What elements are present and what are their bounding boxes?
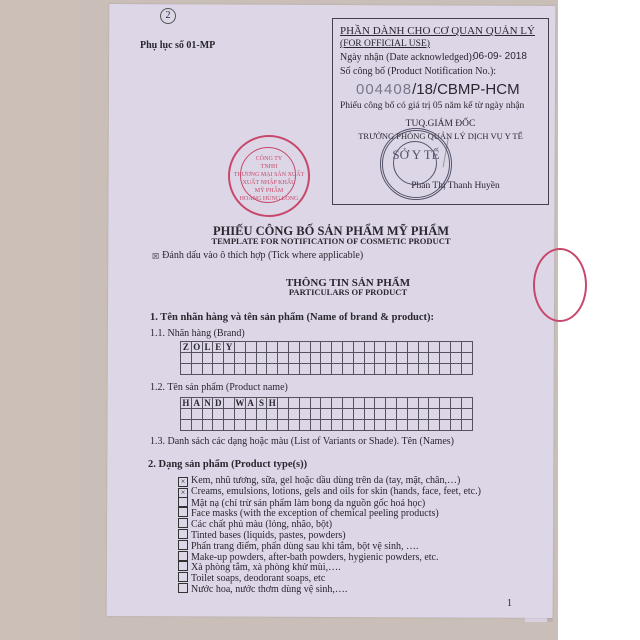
grid-cell[interactable] [450, 342, 461, 353]
product-type-label: Face masks (with the exception of chemical peeling products) [191, 508, 439, 520]
grid-cell[interactable] [386, 353, 397, 364]
grid-cell[interactable]: Y [224, 342, 235, 353]
grid-cell[interactable] [288, 353, 299, 364]
grid-cell[interactable] [450, 353, 461, 364]
unchecked-box-icon[interactable] [178, 540, 188, 550]
grid-cell[interactable] [288, 409, 299, 420]
grid-cell[interactable] [386, 364, 397, 375]
grid-cell[interactable] [353, 353, 364, 364]
grid-cell[interactable] [418, 420, 429, 431]
product-type-label: Các chất phủ màu (lỏng, nhão, bột) [191, 519, 333, 531]
health-dept-seal [380, 128, 452, 200]
grid-cell[interactable] [245, 342, 256, 353]
grid-cell[interactable] [332, 398, 343, 409]
grid-cell[interactable] [342, 398, 353, 409]
date-value: 06-09- 2018 [473, 51, 527, 62]
product-type-label: Kem, nhũ tương, sữa, gel hoặc dầu dùng trên da (tay, mặt, chân,…) [191, 475, 461, 486]
grid-cell[interactable] [278, 364, 289, 375]
seal-line: MỸ PHẨM [254, 188, 284, 194]
notification-number-stamped: 004408 [356, 81, 413, 98]
grid-cell[interactable] [310, 420, 321, 431]
grid-cell[interactable] [256, 342, 267, 353]
grid-cell[interactable] [234, 342, 245, 353]
company-seal [228, 135, 310, 217]
grid-cell[interactable] [224, 420, 235, 431]
grid-cell[interactable] [440, 353, 451, 364]
grid-cell[interactable] [386, 342, 397, 353]
unchecked-box-icon[interactable] [178, 507, 188, 517]
grid-cell[interactable] [461, 342, 472, 353]
grid-cell[interactable] [407, 364, 418, 375]
grid-cell[interactable] [321, 364, 332, 375]
grid-cell[interactable] [299, 409, 310, 420]
product-type-option[interactable] [178, 583, 347, 595]
seal-text: SỞ Y TẾ [392, 147, 440, 162]
grid-cell[interactable] [364, 398, 375, 409]
grid-cell[interactable] [267, 409, 278, 420]
official-title: PHẦN DÀNH CHO CƠ QUAN QUẢN LÝ [340, 25, 535, 37]
grid-cell[interactable] [429, 420, 440, 431]
grid-cell[interactable] [407, 398, 418, 409]
grid-cell[interactable] [440, 420, 451, 431]
signature [443, 138, 479, 173]
seal-line: CÔNG TY [255, 156, 283, 162]
grid-cell[interactable] [396, 398, 407, 409]
grid-cell[interactable] [342, 364, 353, 375]
unchecked-box-icon[interactable] [178, 551, 188, 561]
product-type-label: Xà phòng tắm, xà phòng khử mùi,…. [191, 562, 341, 574]
seal-line: THƯƠNG MẠI SẢN XUẤT [233, 172, 305, 178]
seal-line: XUẤT NHẬP KHẨU [242, 180, 296, 186]
grid-cell[interactable] [278, 420, 289, 431]
grid-cell[interactable] [321, 409, 332, 420]
grid-cell[interactable] [375, 342, 386, 353]
grid-cell[interactable] [450, 398, 461, 409]
grid-cell[interactable] [213, 353, 224, 364]
grid-cell[interactable] [332, 342, 343, 353]
form-title-en: TEMPLATE FOR NOTIFICATION OF COSMETIC PRODUCT [211, 236, 451, 246]
brand-grid[interactable] [180, 341, 473, 375]
grid-cell[interactable] [342, 342, 353, 353]
grid-cell[interactable] [310, 353, 321, 364]
grid-cell[interactable]: E [213, 342, 224, 353]
unchecked-box-icon[interactable] [178, 561, 188, 571]
unchecked-box-icon[interactable] [178, 518, 188, 528]
tick-note-text: Đánh dấu vào ô thích hợp (Tick where applicable) [162, 250, 364, 261]
grid-cell[interactable] [288, 364, 299, 375]
grid-cell[interactable] [418, 409, 429, 420]
grid-cell[interactable] [407, 409, 418, 420]
question-1-3: 1.3. Danh sách các dạng hoặc màu (List of Variants or Shade). Tên (Names) [150, 436, 454, 447]
validity-note: Phiếu công bố có giá trị 05 năm kể từ ngày nhận [340, 101, 525, 111]
grid-cell[interactable]: H [268, 398, 276, 408]
grid-cell[interactable] [353, 420, 364, 431]
grid-cell[interactable] [245, 353, 256, 364]
question-1-2: 1.2. Tên sản phẩm (Product name) [150, 382, 288, 393]
grid-cell[interactable] [267, 364, 278, 375]
grid-cell[interactable] [375, 364, 386, 375]
grid-cell[interactable] [256, 353, 267, 364]
grid-cell[interactable] [429, 353, 440, 364]
grid-cell[interactable] [299, 353, 310, 364]
product-type-label: Creams, emulsions, lotions, gels and oils for skin (hands, face, feet, etc.) [191, 485, 481, 497]
grid-cell[interactable] [267, 420, 278, 431]
signatory-dept: TRƯỞNG PHÒNG QUẢN LÝ DỊCH VỤ Y TẾ [358, 131, 523, 141]
grid-cell[interactable] [375, 420, 386, 431]
grid-cell[interactable] [396, 420, 407, 431]
grid-cell[interactable] [191, 409, 202, 420]
grid-cell[interactable] [332, 353, 343, 364]
grid-cell[interactable] [440, 409, 451, 420]
checked-box-icon[interactable]: × [178, 477, 188, 487]
grid-cell[interactable] [364, 409, 375, 420]
seal-line: HOÀNG HÙNG LONG [239, 196, 299, 202]
product-type-label: Make-up powders, after-bath powders, hygienic powders, etc. [191, 551, 439, 563]
unchecked-box-icon[interactable] [178, 529, 188, 539]
grid-cell[interactable] [321, 353, 332, 364]
grid-cell[interactable] [332, 364, 343, 375]
grid-cell[interactable]: H [182, 398, 190, 408]
grid-cell[interactable] [224, 398, 235, 409]
grid-cell[interactable] [429, 398, 440, 409]
grid-cell[interactable] [202, 420, 213, 431]
grid-cell[interactable] [288, 342, 299, 353]
grid-cell[interactable] [450, 420, 461, 431]
grid-cell[interactable] [278, 353, 289, 364]
grid-cell[interactable] [386, 420, 397, 431]
checked-box-icon: ☒ [152, 252, 160, 261]
grid-cell[interactable] [364, 364, 375, 375]
grid-cell[interactable] [299, 364, 310, 375]
grid-cell[interactable] [234, 364, 245, 375]
grid-cell[interactable] [310, 364, 321, 375]
grid-cell[interactable] [396, 409, 407, 420]
grid-cell[interactable] [353, 409, 364, 420]
grid-cell[interactable] [353, 342, 364, 353]
grid-cell[interactable] [418, 342, 429, 353]
grid-cell[interactable] [181, 420, 192, 431]
grid-cell[interactable] [191, 353, 202, 364]
grid-cell[interactable] [375, 398, 386, 409]
grid-cell[interactable] [440, 364, 451, 375]
grid-cell[interactable] [181, 364, 192, 375]
grid-cell[interactable] [396, 364, 407, 375]
grid-cell[interactable] [234, 353, 245, 364]
grid-cell[interactable] [256, 409, 267, 420]
notification-label: Số công bố (Product Notification No.): [340, 66, 497, 77]
grid-cell[interactable] [213, 420, 224, 431]
grid-cell[interactable] [353, 398, 364, 409]
grid-cell[interactable] [181, 409, 192, 420]
grid-cell[interactable] [213, 409, 224, 420]
grid-cell[interactable] [450, 364, 461, 375]
grid-cell[interactable] [245, 409, 256, 420]
grid-cell[interactable] [407, 353, 418, 364]
grid-cell[interactable] [321, 420, 332, 431]
section-title: THÔNG TIN SẢN PHẨM [285, 277, 411, 289]
grid-cell[interactable] [267, 342, 278, 353]
section-title-en: PARTICULARS OF PRODUCT [288, 287, 408, 297]
unchecked-box-icon[interactable] [178, 497, 188, 507]
grid-cell[interactable] [407, 342, 418, 353]
notification-number [356, 81, 520, 98]
grid-cell[interactable] [353, 364, 364, 375]
signatory-name: Phan Thị Thanh Huyền [411, 181, 500, 191]
grid-cell[interactable] [364, 420, 375, 431]
date-label: Ngày nhận (Date acknowledged): [340, 52, 475, 63]
grid-cell[interactable] [245, 420, 256, 431]
grid-cell[interactable] [450, 409, 461, 420]
form-title: PHIẾU CÔNG BỐ SẢN PHẨM MỸ PHẨM [212, 224, 450, 238]
grid-cell[interactable]: L [202, 342, 213, 353]
grid-cell[interactable] [375, 353, 386, 364]
grid-cell[interactable]: Z [181, 342, 192, 353]
grid-cell[interactable] [429, 342, 440, 353]
grid-cell[interactable] [224, 353, 235, 364]
grid-cell[interactable] [299, 342, 310, 353]
grid-cell[interactable] [461, 420, 472, 431]
grid-cell[interactable] [202, 364, 213, 375]
product-type-label: Tinted bases (liquids, pastes, powders) [191, 530, 346, 541]
grid-cell[interactable] [461, 364, 472, 375]
product-type-label: Nước hoa, nước thơm dùng vệ sinh,…. [191, 584, 348, 595]
grid-cell[interactable] [440, 342, 451, 353]
grid-cell[interactable] [461, 353, 472, 364]
grid-cell[interactable] [342, 353, 353, 364]
grid-cell[interactable] [418, 364, 429, 375]
grid-cell[interactable] [310, 409, 321, 420]
grid-cell[interactable] [213, 364, 224, 375]
grid-cell[interactable]: W [235, 398, 245, 408]
grid-cell[interactable] [310, 342, 321, 353]
grid-cell[interactable] [396, 353, 407, 364]
signatory-title: TUQ.GIÁM ĐỐC [405, 119, 476, 129]
grid-cell[interactable]: N [202, 398, 213, 409]
grid-cell[interactable] [364, 353, 375, 364]
grid-cell[interactable] [288, 398, 299, 409]
grid-cell[interactable]: A [245, 398, 256, 409]
notification-number-suffix: /18/CBMP-HCM [412, 81, 520, 98]
product-type-label: Mặt nạ (chỉ trừ sản phẩm làm bong da nguồn gốc hoá học) [191, 497, 426, 509]
official-subtitle: (FOR OFFICIAL USE) [340, 39, 430, 49]
grid-cell[interactable]: A [191, 398, 202, 409]
grid-cell[interactable] [234, 409, 245, 420]
grid-cell[interactable] [224, 409, 235, 420]
grid-cell[interactable] [245, 364, 256, 375]
grid-cell[interactable] [332, 420, 343, 431]
grid-cell[interactable] [429, 364, 440, 375]
grid-cell[interactable]: O [193, 342, 201, 352]
grid-cell[interactable] [191, 364, 202, 375]
question-1: 1. Tên nhãn hàng và tên sản phẩm (Name of brand & product): [150, 312, 435, 323]
grid-cell[interactable] [224, 364, 235, 375]
background-right [558, 0, 640, 640]
question-1-1: 1.1. Nhãn hàng (Brand) [150, 328, 245, 339]
grid-cell[interactable] [256, 420, 267, 431]
grid-cell[interactable] [202, 409, 213, 420]
annex-label: Phụ lục số 01-MP [140, 40, 216, 51]
grid-cell[interactable] [375, 409, 386, 420]
grid-cell[interactable] [181, 353, 192, 364]
grid-cell[interactable] [418, 353, 429, 364]
question-2: 2. Dạng sản phẩm (Product type(s)) [148, 459, 308, 470]
grid-cell[interactable]: D [213, 398, 224, 409]
grid-cell[interactable] [429, 409, 440, 420]
grid-cell[interactable] [342, 409, 353, 420]
grid-cell[interactable] [202, 353, 213, 364]
page-marker: 2 [160, 8, 176, 24]
grid-cell[interactable] [278, 398, 289, 409]
grid-cell[interactable] [364, 342, 375, 353]
grid-cell[interactable] [440, 398, 451, 409]
grid-cell[interactable] [386, 398, 397, 409]
grid-cell[interactable] [234, 420, 245, 431]
grid-cell[interactable] [342, 420, 353, 431]
grid-cell[interactable] [332, 409, 343, 420]
grid-cell[interactable] [418, 398, 429, 409]
grid-cell[interactable] [386, 409, 397, 420]
tick-note [152, 250, 363, 261]
checked-box-icon[interactable]: × [178, 488, 188, 498]
grid-cell[interactable] [299, 420, 310, 431]
company-seal-text [230, 155, 308, 203]
grid-cell[interactable] [278, 409, 289, 420]
grid-cell[interactable] [267, 353, 278, 364]
grid-cell[interactable] [461, 398, 472, 409]
product-type-label: Toilet soaps, deodorant soaps, etc [191, 573, 326, 585]
grid-cell[interactable] [191, 420, 202, 431]
grid-cell[interactable] [256, 364, 267, 375]
grid-cell[interactable] [407, 420, 418, 431]
unchecked-box-icon[interactable] [178, 583, 188, 593]
background-left [0, 0, 78, 640]
product-name-grid[interactable] [180, 397, 473, 431]
seal-line: TNHH [260, 164, 278, 170]
grid-cell[interactable] [288, 420, 299, 431]
grid-cell[interactable] [278, 342, 289, 353]
grid-cell[interactable] [461, 409, 472, 420]
grid-cell[interactable]: S [256, 398, 267, 409]
product-type-label: Phấn trang điểm, phấn dùng sau khi tắm, bột vệ sinh, …. [191, 540, 419, 552]
unchecked-box-icon[interactable] [178, 572, 188, 582]
grid-cell[interactable] [310, 398, 321, 409]
grid-cell[interactable] [321, 398, 332, 409]
grid-cell[interactable] [299, 398, 310, 409]
grid-cell[interactable] [321, 342, 332, 353]
grid-cell[interactable] [396, 342, 407, 353]
page-number: 1 [507, 598, 512, 609]
